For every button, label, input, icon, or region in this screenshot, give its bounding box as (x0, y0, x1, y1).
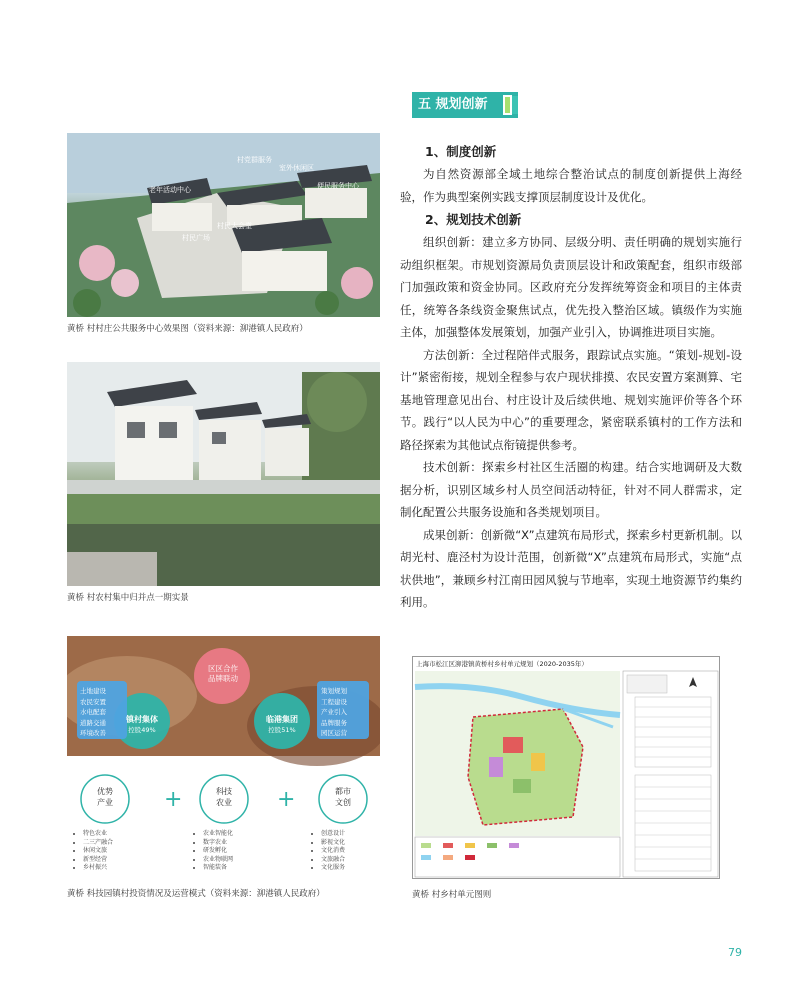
village-collective-node: 镇村集体 控股49% (126, 715, 158, 734)
list-item: • 文旅融合 (321, 856, 380, 865)
paragraph-institutional: 为自然资源部全域土地综合整治试点的制度创新提供上海经验，作为典型案例实践支撑顶层制度设计及优化。 (400, 167, 742, 204)
paragraph-organization: 组织创新：建立多方协同、层级分明、责任明确的规划实施行动组织框架。市规划资源局负责顶层设计和政策配套，组织市级部门加强政策和资金协同。区政府充分发挥统筹资金和项目的主体责任，统筹各条线资金聚焦试点，优先投入整治区域。镇级作为实施主体，加强整体发展策划，加强产业引入，协调推进项目实施。 (400, 235, 742, 339)
column-list (69, 830, 173, 873)
scope-item: 环境改善 (80, 729, 106, 737)
left-scope-list (80, 686, 124, 739)
scope-item: 道路交通 (80, 718, 106, 727)
list-item: • 乡村振兴 (83, 864, 173, 873)
figure-caption: 黄桥 科技园镇村投资情况及运营模式（资料来源：泖港镇人民政府） (67, 889, 325, 899)
scope-item: 品牌服务 (321, 718, 347, 727)
column-title: 科技 农业 (216, 787, 232, 807)
article-body (400, 140, 742, 614)
rendering-photo-service-center (67, 133, 380, 317)
list-item: • 研发孵化 (203, 847, 293, 856)
planning-map (412, 656, 720, 879)
heading-technical-innovation: 2、规划技术创新 (425, 212, 522, 227)
rendering-label: 便民服务中心 (317, 182, 359, 190)
section-heading-tab-icon (503, 95, 512, 115)
section-heading-tab-decoration (512, 96, 518, 114)
column-title: 优势 产业 (97, 787, 113, 807)
svg-text:+: + (164, 787, 183, 812)
list-item: • 创意设计 (321, 830, 380, 839)
right-scope-list (321, 686, 367, 739)
figure-caption: 黄桥 村村庄公共服务中心效果图（资料来源：泖港镇人民政府） (67, 324, 308, 334)
list-item: • 影视文化 (321, 839, 380, 848)
rendering-label: 村党群服务 (237, 156, 272, 164)
list-item: • 休闲文旅 (83, 847, 173, 856)
figure-caption: 黄桥 村乡村单元图则 (412, 890, 492, 900)
scope-item: 土地建设 (80, 687, 106, 695)
rendering-label: 村民大会堂 (217, 222, 252, 230)
paragraph-technology: 技术创新：探索乡村社区生活圈的构建。结合实地调研及大数据分析，识别区域乡村人员空间活动特征，针对不同人群需求，定制化配置公共服务设施和各类规划项目。 (400, 460, 742, 519)
figure-caption: 黄桥 村农村集中归并点一期实景 (67, 593, 189, 603)
lingang-group-node: 临港集团 控股51% (266, 715, 298, 734)
scope-item: 产业引入 (321, 708, 347, 716)
list-item: • 二三产融合 (83, 839, 173, 848)
list-item: • 智能装备 (203, 864, 293, 873)
page-number: 79 (728, 946, 742, 959)
svg-text:+: + (277, 787, 296, 812)
section-heading: 五 规划创新 (412, 92, 518, 118)
list-item: • 农业智能化 (203, 830, 293, 839)
list-item: • 农业物联网 (203, 856, 293, 865)
village-houses-illustration (67, 362, 380, 586)
list-item: • 数字农业 (203, 839, 293, 848)
map-title: 上海市松江区泖港镇黄桥村乡村单元规划（2020-2035年） (416, 660, 588, 668)
rendering-label: 老年活动中心 (149, 186, 191, 194)
list-item: • 特色农业 (83, 830, 173, 839)
column-title: 都市 文创 (335, 787, 351, 807)
list-item: • 文化服务 (321, 864, 380, 873)
rendering-label: 室外休闲区 (279, 164, 314, 172)
rendering-label: 村民广场 (182, 234, 210, 242)
infographic-center-label: 区区合作 品牌联动 (208, 664, 238, 683)
map-drawing (413, 657, 721, 880)
paragraph-outcome: 成果创新：创新微“X”点建筑布局形式，探索乡村更新机制。以胡光村、鹿泾村为设计范围，创新微“X”点建筑布局形式，实施“点状供地”，兼顾乡村江南田园风貌与节地率，实现土地资源节约集约利用。 (400, 527, 742, 609)
list-item: • 文化消费 (321, 847, 380, 856)
heading-institutional-innovation: 1、制度创新 (425, 144, 497, 159)
scope-item: 策划规划 (321, 687, 347, 695)
scope-item: 园区运营 (321, 729, 347, 737)
photo-village-houses (67, 362, 380, 586)
infographic-investment-model (67, 636, 380, 882)
paragraph-method: 方法创新：全过程陪伴式服务，跟踪试点实施。“策划-规划-设计”紧密衔接，规划全程参与农户现状排摸、农民安置方案测算、宅基地管理意见出台、村庄设计及后续供地、规划实施评价等各个环节。践行“以人民为中心”的重要理念，紧密联系镇村的工作方法和路径探索为其他试点衔镜提供参考。 (400, 347, 742, 452)
scope-item: 水电配套 (80, 708, 106, 716)
scope-item: 工程建设 (321, 697, 347, 706)
column-list (307, 830, 380, 873)
column-list (189, 830, 293, 873)
scope-item: 农民安置 (80, 697, 106, 706)
list-item: • 新型经营 (83, 856, 173, 865)
